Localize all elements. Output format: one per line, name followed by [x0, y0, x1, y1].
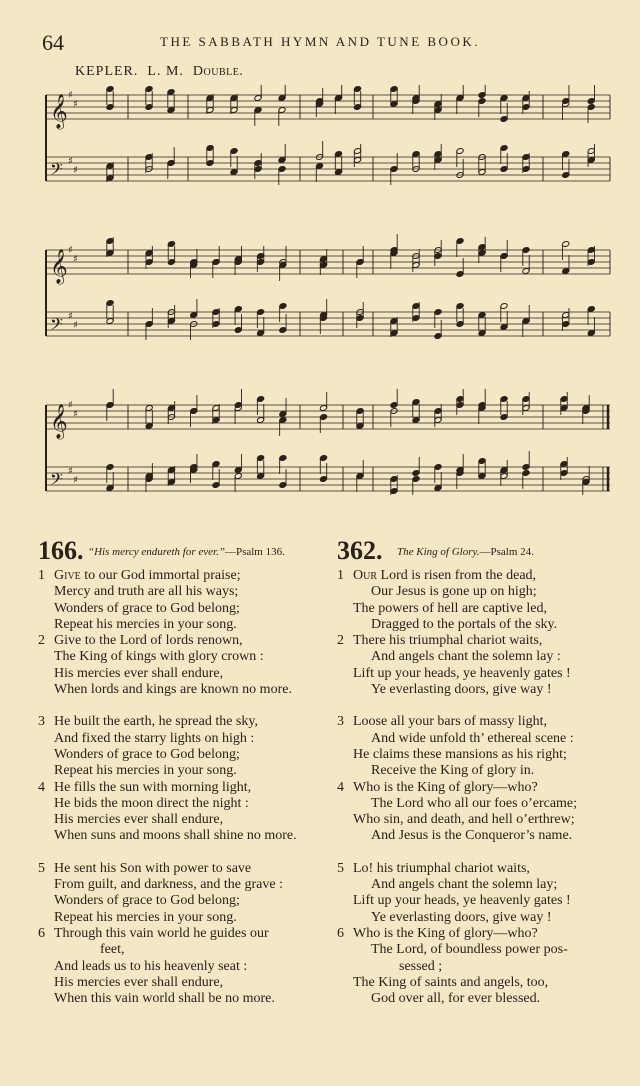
sharp-icon: ♯ [73, 254, 78, 265]
verse-number: 4 [38, 779, 45, 795]
verse-words: When suns and moons shall shine no more. [54, 828, 297, 844]
verse-words: Receive the King of glory in. [371, 763, 535, 779]
verse-text [399, 959, 442, 975]
sharp-icon: ♯ [68, 90, 73, 101]
verse-words: Repeat his mercies in your song. [54, 909, 237, 925]
verse-number: 1 [337, 568, 344, 583]
verse-words: Dragged to the portals of the sky. [371, 616, 558, 632]
verse-words: Lift up your heads, ye heavenly gates ! [353, 893, 571, 909]
verse-line [337, 666, 637, 682]
verse-words: God over all, for ever blessed. [371, 991, 541, 1007]
verse-words: The King of kings with glory crown : [54, 649, 264, 665]
verse-number: 5 [38, 860, 45, 876]
stanza-gap [38, 698, 338, 714]
verse-text [371, 763, 534, 779]
verse-line [38, 877, 338, 893]
verse-line [38, 747, 338, 763]
verse-text [371, 731, 574, 747]
verse-text [371, 649, 561, 665]
verse-text [371, 910, 552, 926]
verse-initial: Our [353, 568, 378, 583]
verse-words: He fills the sun with morning light, [54, 779, 252, 795]
sharp-icon: ♯ [73, 475, 78, 486]
verse-number: 6 [337, 925, 344, 941]
verse-words: Wonders of grace to God belong; [54, 600, 240, 616]
verse-line [38, 796, 338, 812]
hymn-166 [38, 536, 338, 1007]
verse-text [54, 812, 223, 828]
verse-words: The Lord, of boundless power pos- [371, 942, 568, 958]
verse-line [38, 991, 338, 1007]
verse-words: Our Jesus is gone up on high; [371, 584, 537, 600]
verse-text [371, 828, 572, 844]
verse-text [54, 893, 240, 909]
verse-number: 3 [38, 714, 45, 730]
verse-text [54, 877, 283, 893]
verse-text [54, 747, 240, 763]
verse-text [54, 926, 269, 942]
verse-text [54, 682, 292, 698]
verse-line [38, 926, 338, 942]
verse-text [54, 649, 264, 665]
verse-words: And leads us to his heavenly seat : [54, 958, 248, 974]
hymn-subtitle: “His mercy endureth for ever.”—Psalm 136. [88, 546, 285, 558]
verse-number: 4 [337, 779, 344, 795]
verse-text [371, 584, 537, 600]
verse-line [337, 714, 637, 730]
verse-line [38, 861, 338, 877]
verse-words: He sent his Son with power to save [54, 860, 252, 876]
verse-words: His mercies ever shall endure, [54, 665, 224, 681]
sharp-icon: ♯ [68, 311, 73, 322]
verse-line [337, 617, 637, 633]
verse-text [371, 942, 568, 958]
verse-text [353, 568, 536, 584]
verse-words: Wonders of grace to God belong; [54, 746, 240, 762]
verse-words: The powers of hell are captive led, [353, 600, 547, 616]
verse-line [337, 682, 637, 698]
verse-line [337, 731, 637, 747]
verse-words: He claims these mansions as his right; [353, 746, 567, 762]
verse-text [54, 617, 237, 633]
hymn-subtitle: The King of Glory.—Psalm 24. [397, 546, 534, 558]
verse-line [38, 763, 338, 779]
verse-words: Ye everlasting doors, give way ! [371, 682, 552, 698]
verse-number: 1 [38, 568, 45, 583]
verse-line [38, 828, 338, 844]
verse-words: The King of saints and angels, too, [353, 974, 549, 990]
hymn-header [337, 536, 637, 568]
verse-text [54, 763, 237, 779]
treble-clef-icon: 𝄞 [50, 404, 68, 439]
verse-text [54, 731, 254, 747]
page-number: 64 [42, 30, 64, 55]
verse-line [337, 633, 637, 649]
verse-words: feet, [100, 942, 125, 958]
verse-line [38, 649, 338, 665]
sharp-icon: ♯ [68, 466, 73, 477]
verse-words: Mercy and truth are all his ways; [54, 584, 239, 600]
verse-initial: Give [54, 568, 81, 583]
verse-text [353, 601, 547, 617]
verse-line [337, 877, 637, 893]
verse-text [353, 975, 548, 991]
verse-text [371, 877, 557, 893]
verse-line [337, 910, 637, 926]
verse-words: Who is the King of glory—who? [353, 925, 538, 941]
verse-line [337, 861, 637, 877]
sharp-icon: ♯ [73, 409, 78, 420]
hymn-number: 166. [38, 536, 84, 565]
verse-line [38, 731, 338, 747]
stanza-gap [337, 845, 637, 861]
verse-line [337, 780, 637, 796]
verse-text [54, 568, 241, 584]
verse-text [54, 666, 223, 682]
verse-words: From guilt, and darkness, and the grave : [54, 877, 284, 893]
verse-line [38, 942, 338, 958]
verse-text [353, 812, 575, 828]
verse-line [38, 666, 338, 682]
verse-text [54, 828, 297, 844]
verse-text [54, 991, 275, 1007]
verse-words: And Jesus is the Conqueror’s name. [371, 828, 573, 844]
verse-line [337, 747, 637, 763]
verse-text [353, 926, 538, 942]
verse-number: 2 [38, 633, 45, 649]
hymn-362 [337, 536, 637, 1007]
bass-clef-icon: 𝄢 [50, 469, 63, 493]
verse-line [38, 812, 338, 828]
verse-text [54, 975, 223, 991]
verse-text [353, 747, 567, 763]
running-title: THE SABBATH HYMN AND TUNE BOOK. [160, 34, 480, 49]
verse-text [54, 780, 251, 796]
verse-number: 2 [337, 633, 344, 649]
verse-text [371, 796, 577, 812]
verse-words: to our God immortal praise; [80, 568, 241, 583]
verse-text [54, 910, 237, 926]
verse-words: The Lord who all our foes o’ercame; [371, 795, 578, 811]
verse-text [54, 601, 240, 617]
verse-line [38, 975, 338, 991]
verse-line [38, 780, 338, 796]
stanza-gap [337, 698, 637, 714]
verse-text [54, 959, 247, 975]
verse-line [337, 812, 637, 828]
verse-words: Repeat his mercies in your song. [54, 616, 237, 632]
verse-number: 3 [337, 714, 344, 730]
bass-clef-icon: 𝄢 [50, 314, 63, 338]
verse-line [38, 910, 338, 926]
verse-words: Wonders of grace to God belong; [54, 893, 240, 909]
sharp-icon: ♯ [68, 400, 73, 411]
treble-clef-icon: 𝄞 [50, 94, 68, 129]
verse-line [38, 682, 338, 698]
sharp-icon: ♯ [68, 156, 73, 167]
verse-text [353, 666, 571, 682]
verse-text [54, 861, 251, 877]
verse-words: His mercies ever shall endure, [54, 974, 224, 990]
verse-line [38, 714, 338, 730]
verse-line [337, 942, 637, 958]
verse-text [100, 942, 124, 958]
verse-words: When lords and kings are known no more. [54, 682, 292, 698]
verse-line [38, 568, 338, 584]
verse-words: Lord is risen from the dead, [377, 568, 537, 583]
verse-text [371, 991, 540, 1007]
verse-words: And wide unfold th’ ethereal scene : [371, 730, 574, 746]
verse-words: And fixed the starry lights on high : [54, 730, 255, 746]
verse-line [38, 617, 338, 633]
verse-words: Give to the Lord of lords renown, [54, 633, 243, 649]
verse-words: And angels chant the solemn lay : [371, 649, 561, 665]
bass-clef-icon: 𝄢 [50, 159, 63, 183]
hymn-header [38, 536, 338, 568]
verse-words: Repeat his mercies in your song. [54, 763, 237, 779]
verse-text [353, 861, 530, 877]
verse-line [337, 926, 637, 942]
verse-text [54, 796, 249, 812]
verse-words: And angels chant the solemn lay; [371, 877, 558, 893]
verse-text [371, 682, 552, 698]
verse-line [38, 601, 338, 617]
tune-meter: L. M. [147, 64, 184, 79]
verse-text [353, 714, 547, 730]
verse-words: Ye everlasting doors, give way ! [371, 909, 552, 925]
verse-line [337, 601, 637, 617]
verse-text [371, 617, 557, 633]
verse-line [337, 959, 637, 975]
stanza-gap [38, 845, 338, 861]
treble-clef-icon: 𝄞 [50, 249, 68, 284]
hymn-verses [38, 568, 338, 1007]
hymn-number: 362. [337, 536, 383, 565]
verse-text [353, 780, 538, 796]
verse-words: Who sin, and death, and hell o’erthrew; [353, 812, 575, 828]
verse-line [337, 584, 637, 600]
verse-words: Through this vain world he guides our [54, 925, 269, 941]
verse-words: sessed ; [399, 958, 443, 974]
music-score [38, 85, 618, 510]
verse-line [38, 584, 338, 600]
verse-words: When this vain world shall be no more. [54, 991, 275, 1007]
verse-text [54, 714, 258, 730]
verse-words: He built the earth, he spread the sky, [54, 714, 258, 730]
verse-line [38, 893, 338, 909]
verse-line [38, 633, 338, 649]
verse-words: Lift up your heads, ye heavenly gates ! [353, 665, 571, 681]
verse-words: Who is the King of glory—who? [353, 779, 538, 795]
verse-line [337, 796, 637, 812]
verse-text [54, 584, 238, 600]
sharp-icon: ♯ [73, 165, 78, 176]
verse-text [353, 633, 542, 649]
tune-title [75, 64, 243, 80]
sharp-icon: ♯ [73, 99, 78, 110]
verse-words: His mercies ever shall endure, [54, 812, 224, 828]
verse-words: Loose all your bars of massy light, [353, 714, 548, 730]
sharp-icon: ♯ [68, 245, 73, 256]
tune-name: KEPLER. [75, 64, 139, 79]
verse-line [337, 649, 637, 665]
verse-number: 6 [38, 925, 45, 941]
tune-note: Double. [192, 64, 244, 79]
verse-line [337, 893, 637, 909]
verse-line [337, 568, 637, 584]
verse-line [337, 763, 637, 779]
verse-words: There his triumphal chariot waits, [353, 633, 543, 649]
verse-text [353, 893, 571, 909]
verse-text [54, 633, 243, 649]
verse-line [38, 959, 338, 975]
hymn-verses [337, 568, 637, 1007]
verse-words: He bids the moon direct the night : [54, 795, 249, 811]
verse-words: Lo! his triumphal chariot waits, [353, 860, 530, 876]
verse-number: 5 [337, 860, 344, 876]
verse-line [337, 975, 637, 991]
sharp-icon: ♯ [73, 320, 78, 331]
verse-line [337, 991, 637, 1007]
verse-line [337, 828, 637, 844]
